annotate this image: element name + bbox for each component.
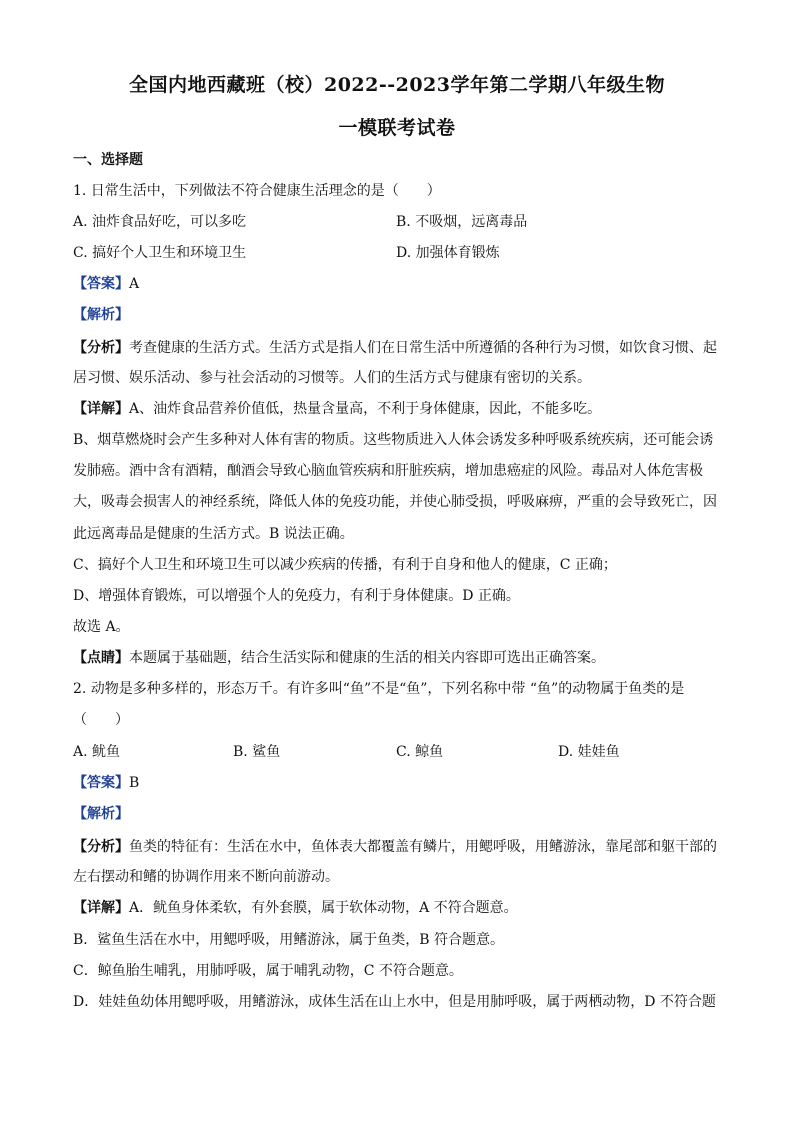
q1-xiangjie-line5: 此远离毒品是健康的生活方式。B 说法正确。 <box>73 526 354 542</box>
q2-xiangjie-line3: C．鲸鱼胎生哺乳，用肺呼吸，属于哺乳动物，C 不符合题意。 <box>73 963 463 979</box>
q2-analysis-heading <box>73 804 723 824</box>
q1-xiangjie-line2: B、烟草燃烧时会产生多种对人体有害的物质。这些物质进入人体会诱发多种呼吸系统疾病，还可能会诱 <box>73 432 714 448</box>
q2-xiangjie-text1: A．鱿鱼身体柔软，有外套膜，属于软体动物，A 不符合题意。 <box>129 900 518 916</box>
q1-stem: 1. 日常生活中，下列做法不符合健康生活理念的是（ ） <box>73 183 441 199</box>
q1-fenxi-text1: 考查健康的生活方式。生活方式是指人们在日常生活中所遵循的各种行为习惯，如饮食习惯、起 <box>129 340 717 356</box>
q1-answer <box>73 274 723 294</box>
q1-xiangjie-line8: 故选 A。 <box>73 619 130 635</box>
section-heading: 一、选择题 <box>73 152 143 168</box>
q1-fenxi-line2: 居习惯、娱乐活动、参与社会活动的习惯等。人们的生活方式与健康有密切的关系。 <box>73 370 591 386</box>
q1-option-c: C. 搞好个人卫生和环境卫生 <box>73 245 247 261</box>
q1-fenxi-line1 <box>73 338 723 358</box>
q1-answer-value: A <box>129 276 140 292</box>
q1-xiangjie-line1 <box>73 399 723 419</box>
q2-xiangjie-line4: D．娃娃鱼幼体用鳃呼吸，用鳍游泳，成体生活在山上水中，但是用肺呼吸，属于两栖动物，D 不符合题 <box>73 994 716 1010</box>
q2-fenxi-line1 <box>73 837 723 857</box>
q1-option-b: B. 不吸烟，远离毒品 <box>396 214 528 230</box>
q2-answer-tag: 【答案】 <box>73 775 129 791</box>
q2-stem-line2: （ ） <box>73 712 129 728</box>
q1-analysis-tag: 【解析】 <box>73 307 129 323</box>
q2-stem-line1: 2. 动物是多种多样的，形态万千。有许多叫“鱼”不是“鱼”，下列名称中带 “鱼”的动物属于鱼类的是 <box>73 681 685 697</box>
q1-dianjing-tag: 【点睛】 <box>73 650 129 666</box>
q1-fenxi-tag: 【分析】 <box>73 340 129 356</box>
q1-xiangjie-line7: D、增强体育锻炼，可以增强个人的免疫力，有利于身体健康。D 正确。 <box>73 588 520 604</box>
q2-answer-value: B <box>129 775 140 791</box>
q2-xiangjie-line2: B．鲨鱼生活在水中，用鳃呼吸，用鳍游泳，属于鱼类，B 符合题意。 <box>73 932 505 948</box>
q1-xiangjie-line3: 发肺癌。酒中含有酒精，酗酒会导致心脑血管疾病和肝脏疾病，增加患癌症的风险。毒品对人体危害极 <box>73 463 703 479</box>
q2-fenxi-tag: 【分析】 <box>73 839 129 855</box>
q1-xiangjie-line6: C、搞好个人卫生和环境卫生可以减少疾病的传播，有利于自身和他人的健康，C 正确； <box>73 557 617 573</box>
q2-option-a: A. 鱿鱼 <box>73 744 121 760</box>
q1-option-d: D. 加强体育锻炼 <box>396 245 500 261</box>
q2-fenxi-text1: 鱼类的特征有：生活在水中，鱼体表大都覆盖有鳞片，用鳃呼吸，用鳍游泳，靠尾部和躯干部的 <box>129 839 717 855</box>
q1-xiangjie-tag: 【详解】 <box>73 401 129 417</box>
q1-answer-tag: 【答案】 <box>73 276 129 292</box>
q2-xiangjie-line1 <box>73 898 723 918</box>
exam-title-line1: 全国内地西藏班（校）2022--2023学年第二学期八年级生物 <box>128 74 666 96</box>
q2-option-b: B. 鲨鱼 <box>233 744 281 760</box>
exam-title-line2: 一模联考试卷 <box>338 117 456 139</box>
q2-fenxi-line2: 左右摆动和鳍的协调作用来不断向前游动。 <box>73 869 339 885</box>
q1-dianjing <box>73 648 723 668</box>
q2-analysis-tag: 【解析】 <box>73 806 129 822</box>
q1-option-a: A. 油炸食品好吃，可以多吃 <box>73 214 247 230</box>
q1-xiangjie-line4: 大，吸毒会损害人的神经系统，降低人体的免疫功能，并使心肺受损，呼吸麻痹，严重的会导致死亡，因 <box>73 494 717 510</box>
q1-analysis-heading <box>73 305 723 325</box>
q2-answer <box>73 773 723 793</box>
q2-option-d: D. 娃娃鱼 <box>558 744 620 760</box>
q1-xiangjie-text1: A、油炸食品营养价值低，热量含量高，不利于身体健康，因此，不能多吃。 <box>129 401 602 417</box>
q2-xiangjie-tag: 【详解】 <box>73 900 129 916</box>
q1-dianjing-text: 本题属于基础题，结合生活实际和健康的生活的相关内容即可选出正确答案。 <box>129 650 605 666</box>
q2-option-c: C. 鲸鱼 <box>396 744 444 760</box>
